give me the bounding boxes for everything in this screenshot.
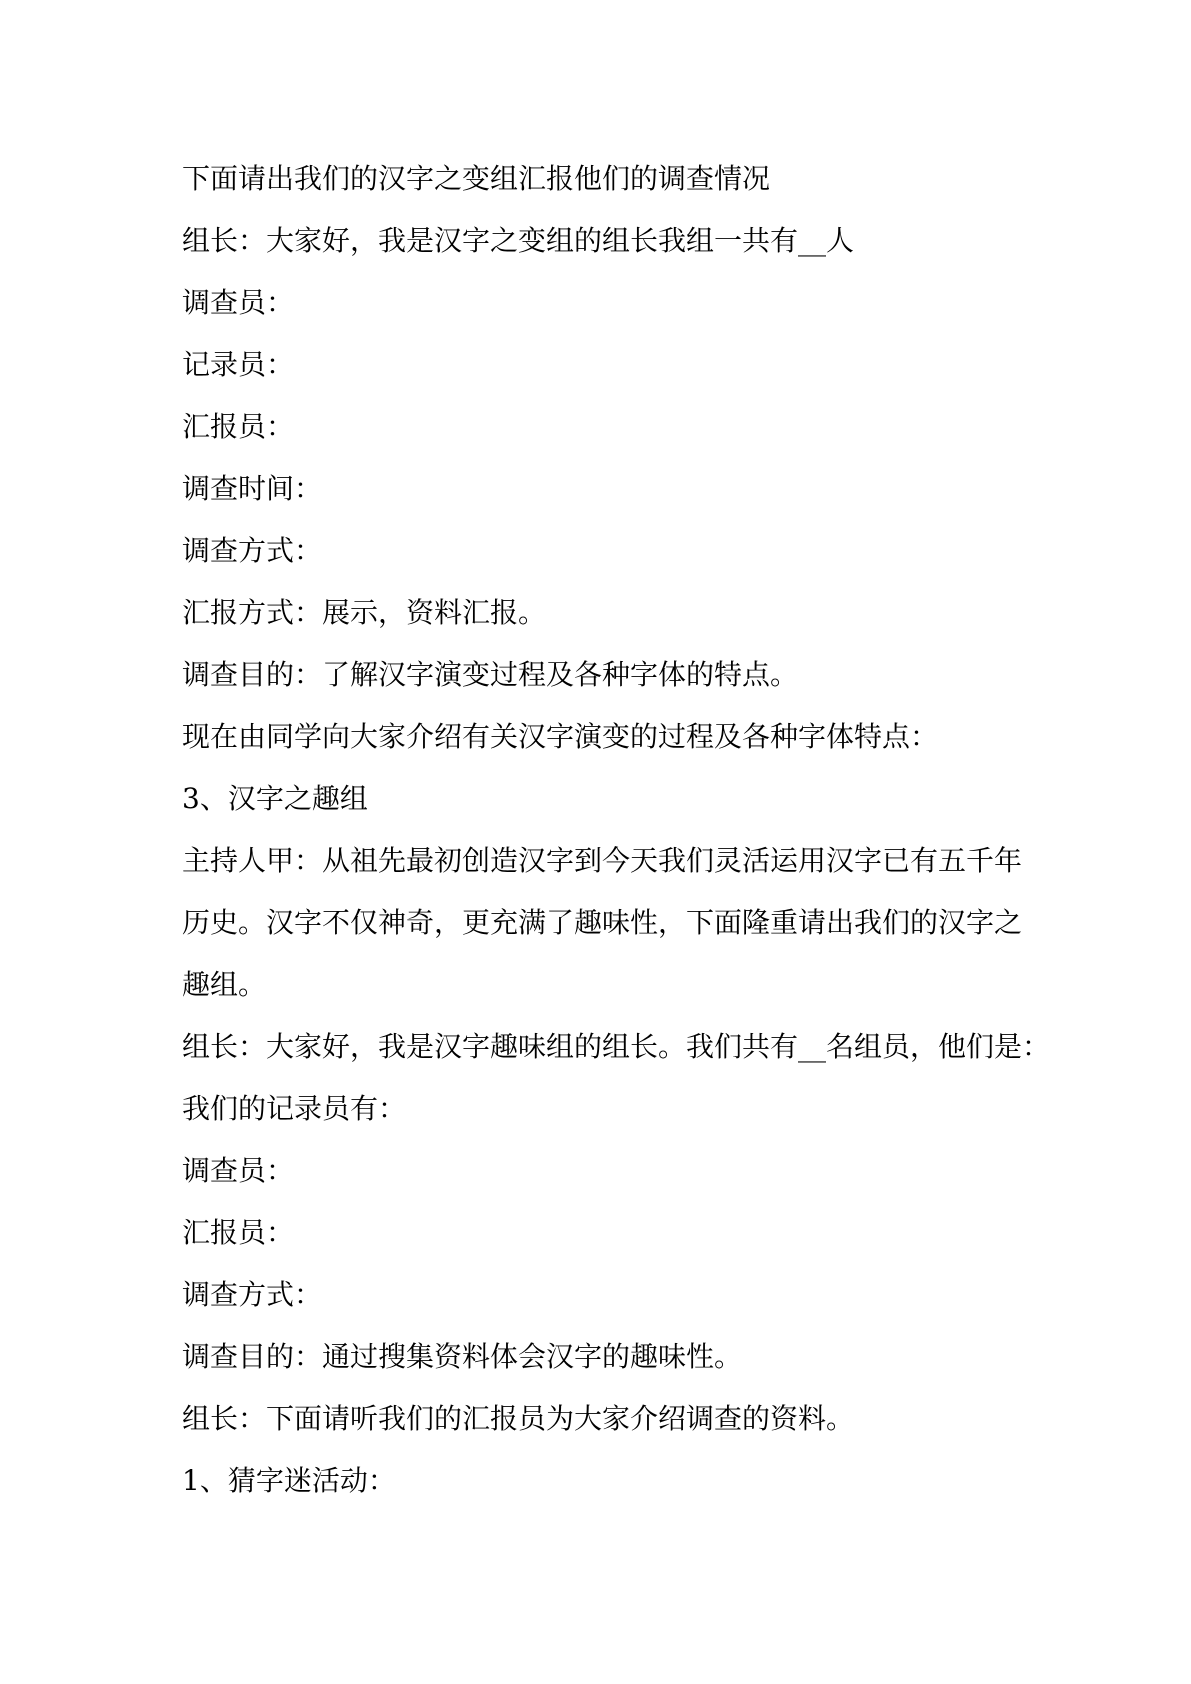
paragraph-leader-fun-group: 组长：大家好，我是汉字趣味组的组长。我们共有__名组员，他们是： xyxy=(182,1030,1051,1063)
paragraph-our-recorders: 我们的记录员有： xyxy=(182,1092,407,1125)
paragraph-reporter: 汇报员： xyxy=(182,410,295,443)
paragraph-report-method: 汇报方式：展示，资料汇报。 xyxy=(182,596,547,629)
paragraph-survey-method: 调查方式： xyxy=(182,534,323,567)
paragraph-survey-purpose-2: 调查目的：通过搜集资料体会汉字的趣味性。 xyxy=(182,1340,743,1373)
paragraph-introduction: 现在由同学向大家介绍有关汉字演变的过程及各种字体特点： xyxy=(182,720,939,753)
section-heading-fun-group: 3、汉字之趣组 xyxy=(182,782,368,815)
paragraph-survey-time: 调查时间： xyxy=(182,472,323,505)
paragraph-host-a-line-1: 主持人甲：从祖先最初创造汉字到今天我们灵活运用汉字已有五千年 xyxy=(182,844,1023,877)
paragraph-investigator-2: 调查员： xyxy=(182,1154,295,1187)
paragraph-reporter-2: 汇报员： xyxy=(182,1216,295,1249)
paragraph-host-a-line-2: 历史。汉字不仅神奇，更充满了趣味性，下面隆重请出我们的汉字之 xyxy=(182,906,1023,939)
paragraph-leader-change-group: 组长：大家好，我是汉字之变组的组长我组一共有__人 xyxy=(182,224,855,257)
paragraph-host-a-line-3: 趣组。 xyxy=(182,968,267,1001)
document-body xyxy=(182,148,1051,1512)
paragraph-recorder: 记录员： xyxy=(182,348,295,381)
paragraph-leader-invite: 组长：下面请听我们的汇报员为大家介绍调查的资料。 xyxy=(182,1402,855,1435)
paragraph-survey-method-2: 调查方式： xyxy=(182,1278,323,1311)
paragraph-investigator: 调查员： xyxy=(182,286,295,319)
paragraph-intro-change-group: 下面请出我们的汉字之变组汇报他们的调查情况 xyxy=(182,162,771,195)
list-item-riddle-activity: 1、猜字迷活动： xyxy=(182,1464,396,1497)
paragraph-survey-purpose: 调查目的：了解汉字演变过程及各种字体的特点。 xyxy=(182,658,799,691)
